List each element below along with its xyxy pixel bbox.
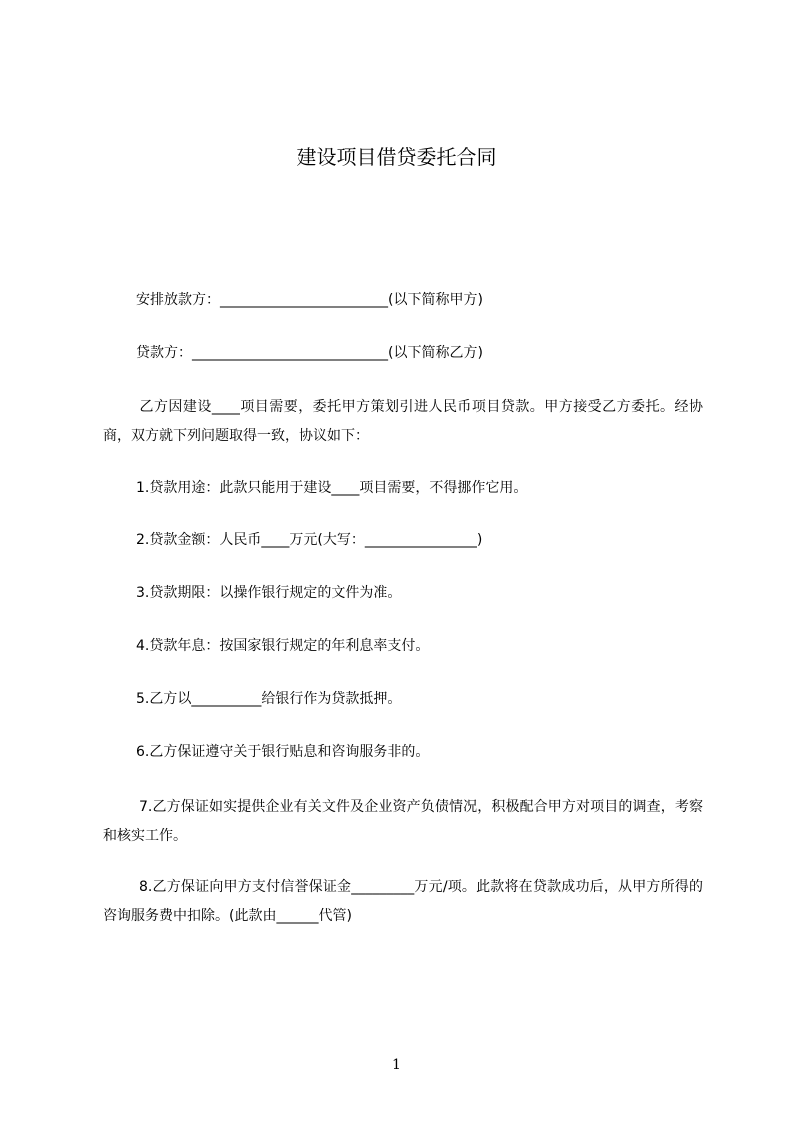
- clause-8-text: 8.乙方保证向甲方支付信誉保证金_________万元/项。此款将在贷款成功后，从甲方所得的咨询服务费中扣除。(此款由______代管): [103, 879, 703, 924]
- clause-7-text: 7.乙方保证如实提供企业有关文件及企业资产负债情况，积极配合甲方对项目的调查，考察和核实工作。: [103, 799, 703, 844]
- clause-3: 3.贷款期限：以操作银行规定的文件为准。: [136, 585, 402, 601]
- clause-8: [103, 873, 703, 931]
- page-number: 1: [392, 1057, 401, 1073]
- intro-paragraph: [103, 393, 703, 451]
- clause-1: 1.贷款用途：此款只能用于建设____项目需要，不得挪作它用。: [136, 480, 528, 496]
- clause-7: [103, 793, 703, 851]
- intro-text: 乙方因建设____项目需要，委托甲方策划引进人民币项目贷款。甲方接受乙方委托。经协商，双方就下列问题取得一致，协议如下：: [103, 399, 703, 444]
- clause-5: 5.乙方以__________给银行作为贷款抵押。: [136, 691, 402, 707]
- clause-4: 4.贷款年息：按国家银行规定的年利息率支付。: [136, 638, 430, 654]
- clause-6: 6.乙方保证遵守关于银行贴息和咨询服务非的。: [136, 744, 430, 760]
- document-title: 建设项目借贷委托合同: [296, 145, 497, 169]
- clause-2: 2.贷款金额：人民币____万元(大写：________________): [136, 532, 483, 548]
- borrower-party-line: 贷款方：____________________________(以下简称乙方): [136, 345, 483, 361]
- lender-party-line: 安排放款方：________________________(以下简称甲方): [136, 292, 483, 308]
